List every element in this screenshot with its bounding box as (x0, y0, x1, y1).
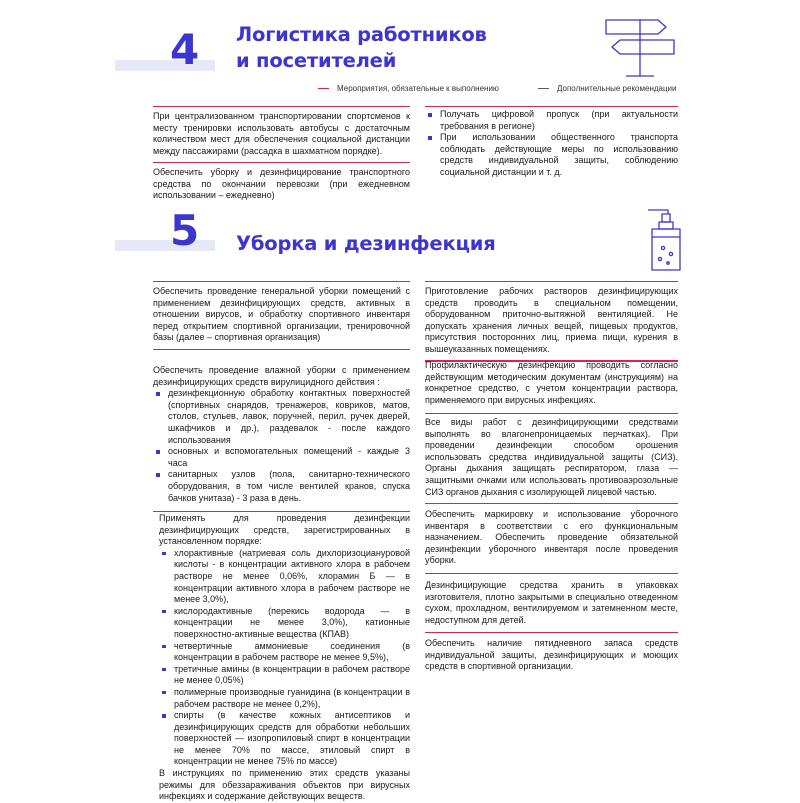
section4-right-box (425, 106, 678, 179)
section5-right-box6 (425, 638, 678, 673)
section5-left-box3-item: спирты (в качестве кожных антисептиков и дезинфицирующих средств для обработки небольших поверхностей — изопропиловый спирт в концентрации не менее 70% по массе, этиловый спирт в концентрации не менее 75% по массе) (159, 710, 410, 768)
sanitizer-bottle-icon (638, 204, 688, 274)
section4-left-box2 (153, 162, 410, 202)
section5-right-box5-text: Дезинфицирующие средства хранить в упаковках изготовителя, плотно закрытыми в специально отведенном сухом, прохладном, вентилируемом и затемненном месте, недоступном для детей. (425, 580, 678, 625)
section4-right-item: При использовании общественного транспорта соблюдать действующие меры по использованию средств индивидуальной защиты, соблюдению социальной дистанции и т. д. (425, 132, 678, 178)
section5-left-box2 (153, 365, 410, 512)
section5-left-box3-intro: Применять для проведения дезинфекции дезинфицирующих средств, зарегистрированных в установленном порядке: (159, 513, 410, 547)
section5-number-band (115, 240, 215, 251)
section5-right-box6-text: Обеспечить наличие пятидневного запаса средств индивидуальной защиты, дезинфицирующих и моющих средств в спортивной организации. (425, 638, 678, 672)
section5-right-box4-text: Обеспечить маркировку и использование уборочного инвентаря в соответствии с его функциональным назначением. Обеспечить проведение обязательной дезинфекции уборочного инвентаря после проведения уборки. (425, 509, 678, 566)
section4-number-band (115, 60, 215, 71)
section4-number: 4 (170, 25, 200, 74)
section4-title-line1: Логистика работников (236, 23, 487, 46)
legend-optional-label: Дополнительные рекомендации (557, 84, 677, 93)
section5-left-box2-item: основных и вспомогательных помещений - каждые 3 часа (153, 446, 410, 469)
section5-left-box1-text: Обеспечить проведение генеральной уборки помещений с применением дезинфицирующих средств, активных в отношении вирусов, и обработку спортивного инвентаря перед открытием спортивной организации, тренировочной базы (далее – спортивная организация) (153, 286, 410, 343)
section5-left-box3 (159, 513, 410, 803)
section5-title: Уборка и дезинфекция (236, 232, 496, 255)
section5-right-box2-text: Профилактическую дезинфекцию проводить согласно действующим методическим документам (инструкциям) на конкретное средство, с учетом концентрации раствора, применяемого при вирусных инфекциях. (425, 360, 678, 405)
section5-right-box2 (425, 360, 678, 414)
section4-left-box1-text: При централизованном транспортировании спортсменов к месту тренировки использовать автобусы с достаточным количеством мест для обеспечения социальной дистанции между пассажирами (рассадка в шахматном порядке). (153, 111, 410, 156)
section4-title-line2: и посетителей (236, 49, 397, 72)
section5-left-box2-intro: Обеспечить проведение влажной уборки с применением дезинфицирующих средств вирулицидного действия : (153, 365, 410, 387)
section4-right-item: Получать цифровой пропуск (при актуальности требования в регионе) (425, 109, 678, 132)
section5-number: 5 (170, 206, 200, 255)
section4-left-box2-text: Обеспечить уборку и дезинфицирование транспортного средства по окончании перевозки (при ежедневном использовании – ежедневно) (153, 167, 410, 201)
section5-right-box1 (425, 281, 678, 362)
legend-optional-dash (538, 88, 549, 89)
section5-right-box1-text: Приготовление рабочих растворов дезинфицирующих средств проводить в специальном помещении, оборудованном приточно-вытяжной вентиляцией. Не допускать хранения личных вещей, пищевых продуктов, присутствия посторонних лиц, приема пищи, курения в вышеуказанных помещениях. (425, 286, 678, 354)
legend-optional (538, 84, 677, 93)
section5-right-box3 (425, 417, 678, 504)
section5-left-box1 (153, 281, 410, 350)
legend-required-label: Мероприятия, обязательные к выполнению (337, 84, 499, 93)
section5-left-box3-item: четвертичные аммониевые соединения (в концентрации в рабочем растворе не менее 9,5%), (159, 641, 410, 664)
section4-title (236, 22, 487, 74)
section5-left-box3-outro: В инструкциях по применению этих средств указаны режимы для обеззараживания объектов при вирусных инфекциях и содержание действующих веществ. (159, 768, 410, 802)
section5-right-box5 (425, 580, 678, 633)
signpost-icon (600, 14, 680, 80)
section5-left-box3-item: полимерные производные гуанидина (в концентрации в рабочем растворе не менее 0,2%), (159, 687, 410, 710)
legend-required (318, 84, 499, 93)
section5-left-box3-item: третичные амины (в концентрации в рабочем растворе не менее 0,05%) (159, 664, 410, 687)
section5-right-box3-text: Все виды работ с дезинфицирующими средствами выполнять во влагонепроницаемых перчатках). При проведении дезинфекции способом орошения использовать средства индивидуальной защиты (СИЗ). Органы дыхания защищать респиратором, глаза — защитными очками или использовать противоаэрозольные СИЗ органов дыхания с изолирующей лицевой частью. (425, 417, 678, 497)
section4-left-box1 (153, 106, 410, 157)
section5-left-box3-item: кислородактивные (перекись водорода — в концентрации не менее 3,0%), катионные поверхностно-активные вещества (КПАВ) (159, 606, 410, 641)
section5-left-box2-item: санитарных узлов (пола, санитарно-технического оборудования, в том числе вентилей кранов, спуска бачков унитаза) - 3 раза в день. (153, 469, 410, 504)
section5-left-box2-item: дезинфекционную обработку контактных поверхностей (спортивных снарядов, тренажеров, ковриков, матов, столов, стульев, лавок, поручней, перил, ручек дверей, шкафчиков и др.), раздевалок - после каждого использования (153, 388, 410, 446)
section5-left-box3-item: хлорактивные (натриевая соль дихлоризоциануровой кислоты - в концентрации активного хлора в рабочем растворе не менее 0,06%, хлорамин Б — в концентрации активного хлора в рабочем растворе не менее 3,0%), (159, 548, 410, 606)
legend-required-dash (318, 88, 329, 89)
section5-right-box4 (425, 509, 678, 574)
